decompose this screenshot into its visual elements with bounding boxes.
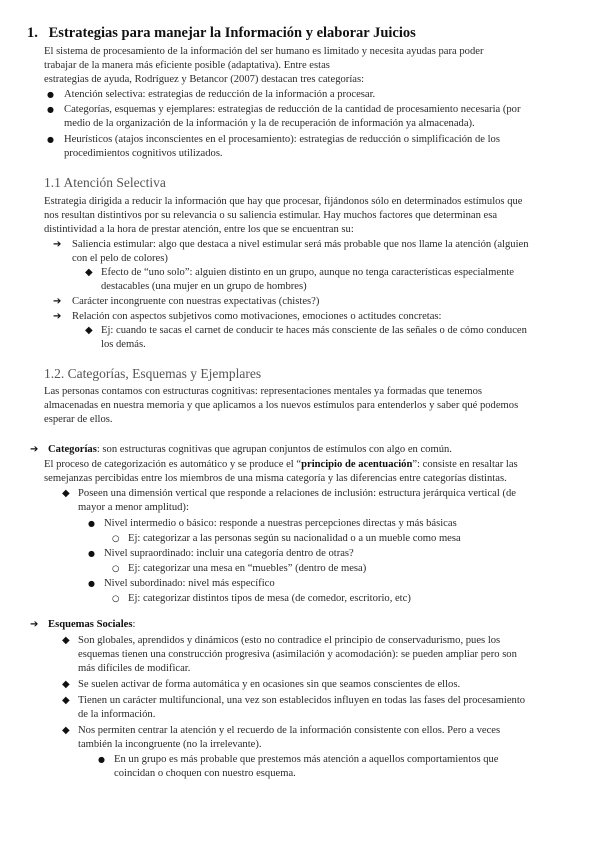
paragraph-line: Las personas contamos con estructuras cognitivas: representaciones mentales ya formadas que tenemos [44,386,483,397]
circle-bullet-icon: ○ [112,594,120,604]
categorias-text: : son estructuras cognitivas que agrupan conjuntos de estímulos con algo en común. [96,444,452,455]
arrow-icon: ➔ [53,239,62,250]
bullet-icon: ● [47,105,54,114]
categorias-label: Categorías [48,444,97,455]
list-item-continuation: más difíciles de modificar. [78,663,191,674]
paragraph-line: Estrategia dirigida a reducir la información que hay que procesar, fijándonos sólo en determinados estímulos que [44,196,523,207]
list-item: Nivel intermedio o básico: responde a nuestras percepciones directas y más básicas [104,518,457,529]
diamond-icon: ◆ [62,725,70,736]
list-item: Ej: categorizar una mesa en “muebles” (dentro de mesa) [128,563,367,574]
list-item: Atención selectiva: estrategias de reducción de la información a procesar. [64,89,376,100]
paragraph-line: nos resultan distintivos por su relevancia o su saliencia estimular. Hay muchos factores que determinan esa [44,210,498,221]
list-item: Nivel subordinado: nivel más específico [104,578,275,589]
paragraph-line: trabajar de la manera más eficiente posible (adaptativa). Entre estas [44,60,330,71]
list-item-continuation: mayor a menor amplitud): [78,502,189,513]
bullet-icon: ● [47,90,54,99]
list-item-continuation: los demás. [101,339,146,350]
esquemas-heading [48,618,135,632]
list-item: Relación con aspectos subjetivos como motivaciones, emociones o actitudes concretas: [72,311,442,322]
section-1-heading [27,25,416,42]
list-item: Ej: cuando te sacas el carnet de conducir te haces más consciente de las señales o de cómo conducen [101,325,527,336]
list-item: En un grupo es más probable que prestemos más atención a aquellos comportamientos que [114,754,499,765]
list-item-continuation: destacables (una mujer en un grupo de hombres) [101,281,307,292]
circle-bullet-icon: ○ [112,534,120,544]
list-item: Se suelen activar de forma automática y en ocasiones sin que seamos conscientes de ellos. [78,679,461,690]
paragraph-line: esperar de ellos. [44,414,113,425]
list-item: Nos permiten centrar la atención y el recuerdo de la información consistente con ellos. Pero a veces [78,725,501,736]
list-item: Nivel supraordinado: incluir una categoría dentro de otras? [104,548,354,559]
list-item: Categorías, esquemas y ejemplares: estrategias de reducción de la cantidad de procesamiento necesaria (por [64,104,521,115]
circle-bullet-icon: ○ [112,564,120,574]
section-number: 1. [27,25,38,41]
diamond-icon: ◆ [62,695,70,706]
diamond-icon: ◆ [85,325,93,336]
diamond-icon: ◆ [85,267,93,278]
arrow-icon: ➔ [30,444,39,455]
list-item: Ej: categorizar distintos tipos de mesa (de comedor, escritorio, etc) [128,593,411,604]
esquemas-label: Esquemas Sociales [48,619,133,630]
list-item-continuation: esquemas tienen una construcción progresiva (asimilación y acomodación): se pueden ampliar pero son [78,649,517,660]
list-item: Son globales, aprendidos y dinámicos (esto no contradice el principio de conservadurismo, pues los [78,635,501,646]
categorias-definition [48,443,452,457]
paragraph-line: semejanzas percibidas entre los miembros de una misma categoría y las diferencias entre categorías distintas. [44,473,507,484]
list-item-continuation: coincidan o choquen con nuestro esquema. [114,768,296,779]
bullet-icon: ● [98,755,105,764]
arrow-icon: ➔ [53,311,62,322]
paragraph-line: distintividad a la hora de prestar atención, entre los que se encuentran su: [44,224,354,235]
subsection-1-1-heading: 1.1 Atención Selectiva [44,175,166,190]
principio-acentuacion: principio de acentuación [301,459,413,470]
arrow-icon: ➔ [30,619,39,630]
section-title: Estrategias para manejar la Información y elaborar Juicios [48,25,416,41]
diamond-icon: ◆ [62,679,70,690]
subsection-1-2-heading: 1.2. Categorías, Esquemas y Ejemplares [44,366,262,381]
list-item: Efecto de “uno solo”: alguien distinto en un grupo, aunque no tenga características especialmente [101,267,515,278]
bullet-icon: ● [47,135,54,144]
text-run: ”: consiste en resaltar las [412,459,518,470]
list-item-continuation: medio de la organización de la información y la de recuperación de información ya almacenada). [64,118,475,129]
paragraph-line: El sistema de procesamiento de la información del ser humano es limitado y necesita ayudas para poder [44,46,484,57]
bullet-icon: ● [88,549,95,558]
list-item: Tienen un carácter multifuncional, una vez son establecidos influyen en todas las fases del procesamiento [78,695,526,706]
paragraph-line [44,458,518,472]
text-run: El proceso de categorización es automático y se produce el “ [44,459,302,470]
bullet-icon: ● [88,579,95,588]
diamond-icon: ◆ [62,488,70,499]
esquemas-suffix: : [132,619,136,630]
paragraph-line: estrategias de ayuda, Rodríguez y Betancor (2007) destacan tres categorías: [44,74,365,85]
bullet-icon: ● [88,519,95,528]
list-item: Poseen una dimensión vertical que responde a relaciones de inclusión: estructura jerárquica vertical (de [78,488,516,499]
list-item: Saliencia estimular: algo que destaca a nivel estimular será más probable que nos llame la atención (alguien [72,239,529,250]
diamond-icon: ◆ [62,635,70,646]
list-item-continuation: también la incongruente (no la irrelevante). [78,739,262,750]
list-item-continuation: con el pelo de colores) [72,253,168,264]
list-item: Ej: categorizar a las personas según su nacionalidad o a un mueble como mesa [128,533,461,544]
list-item-continuation: procedimientos cognitivos utilizados. [64,148,223,159]
list-item: Carácter incongruente con nuestras expectativas (chistes?) [72,296,320,307]
paragraph-line: almacenadas en nuestra memoria y que aplicamos a los nuevos estímulos para entenderlos y saber qué podemos [44,400,519,411]
list-item: Heurísticos (atajos inconscientes en el procesamiento): estrategias de reducción o simplificación de los [64,134,500,145]
arrow-icon: ➔ [53,296,62,307]
list-item-continuation: de la información. [78,709,156,720]
